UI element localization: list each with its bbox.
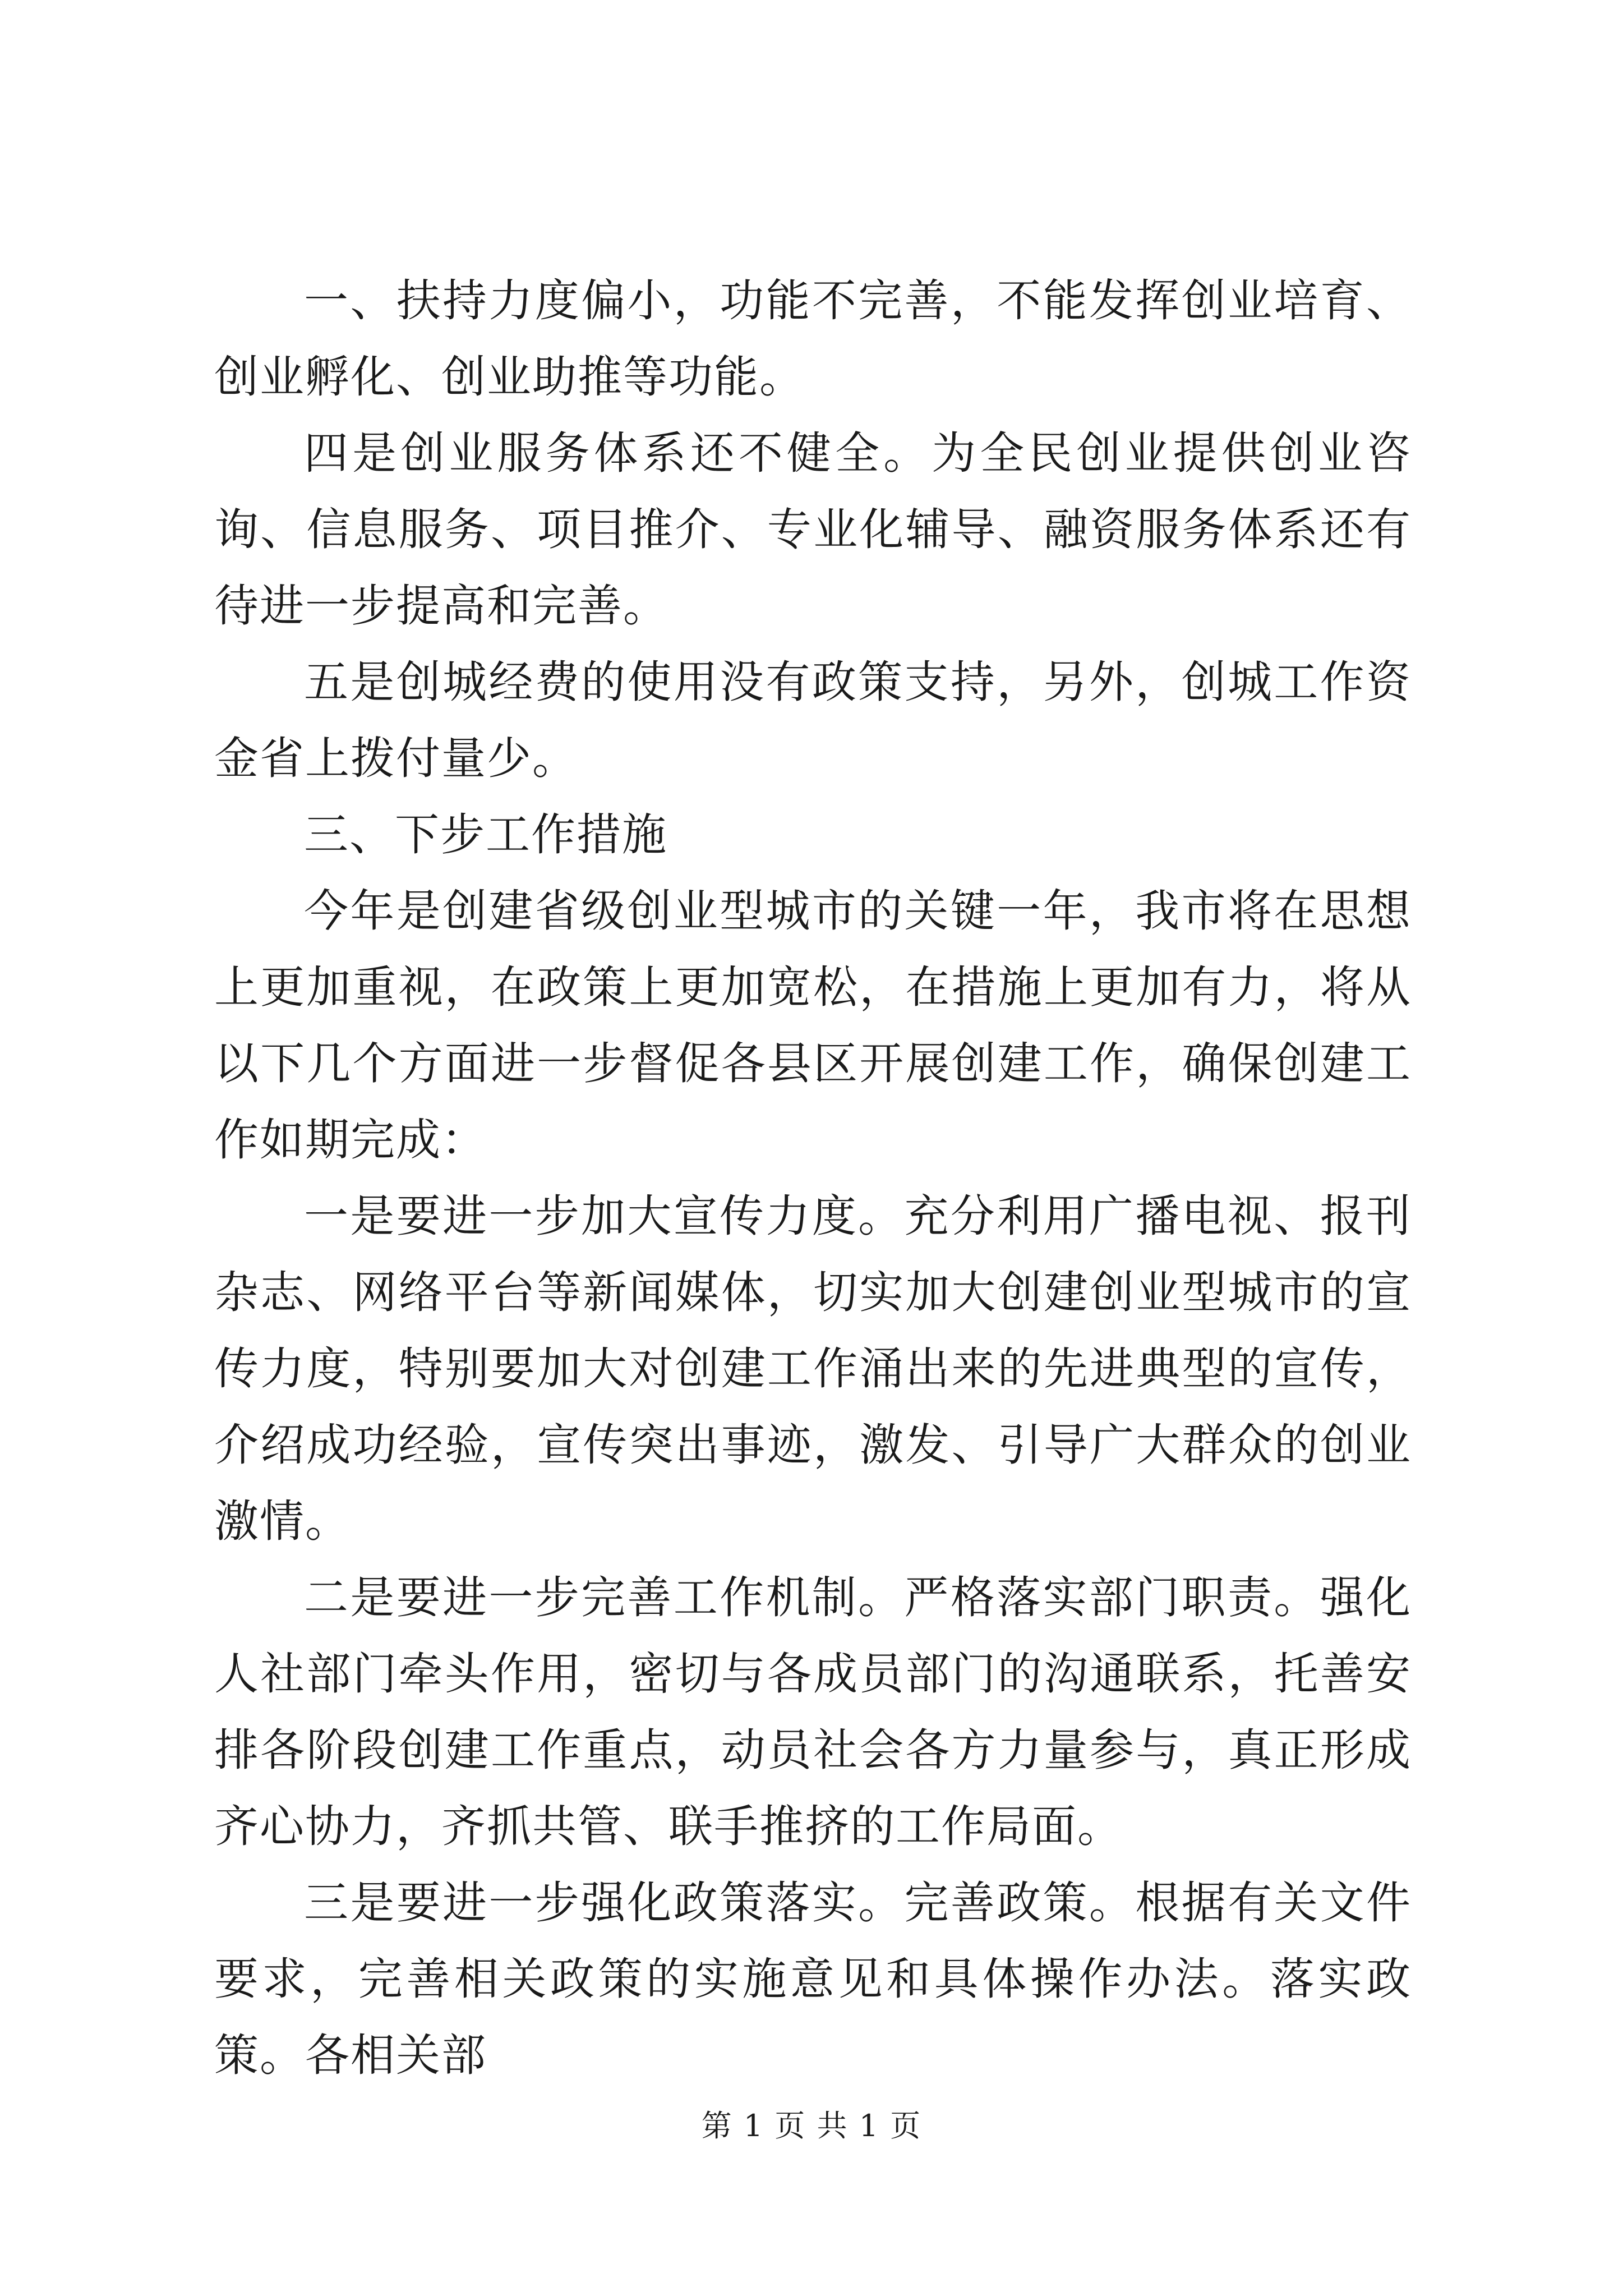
paragraph-policy-implementation: 三是要进一步强化政策落实。完善政策。根据有关文件要求，完善相关政策的实施意见和具体操作办法。落实政策。各相关部 [214, 1877, 1412, 2081]
paragraph-work-mechanism: 二是要进一步完善工作机制。严格落实部门职责。强化人社部门牵头作用，密切与各成员部门的沟通联系，托善安排各阶段创建工作重点，动员社会各方力量参与，真正形成齐心协力，齐抓共管、联手推挤的工作局面。 [214, 1572, 1412, 1852]
page-number-footer: 第 1 页 共 1 页 [701, 2108, 922, 2143]
paragraph-service-system: 四是创业服务体系还不健全。为全民创业提供创业咨询、信息服务、项目推介、专业化辅导、融资服务体系还有待进一步提高和完善。 [214, 427, 1412, 632]
document-body [214, 263, 1412, 2093]
paragraph-this-year: 今年是创建省级创业型城市的关键一年，我市将在思想上更加重视，在政策上更加宽松，在措施上更加有力，将从以下几个方面进一步督促各县区开展创建工作，确保创建工作如期完成： [214, 885, 1412, 1166]
paragraph-funding: 五是创城经费的使用没有政策支持，另外，创城工作资金省上拨付量少。 [214, 656, 1412, 784]
section-heading-next-steps: 三、下步工作措施 [304, 809, 667, 861]
paragraph-support-strength: 一、扶持力度偏小，功能不完善，不能发挥创业培育、创业孵化、创业助推等功能。 [214, 275, 1412, 403]
paragraph-publicity: 一是要进一步加大宣传力度。充分利用广播电视、报刊杂志、网络平台等新闻媒体，切实加大创建创业型城市的宣传力度，特别要加大对创建工作涌出来的先进典型的宣传，介绍成功经验，宣传突出事迹，激发、引导广大群众的创业激情。 [214, 1190, 1412, 1547]
